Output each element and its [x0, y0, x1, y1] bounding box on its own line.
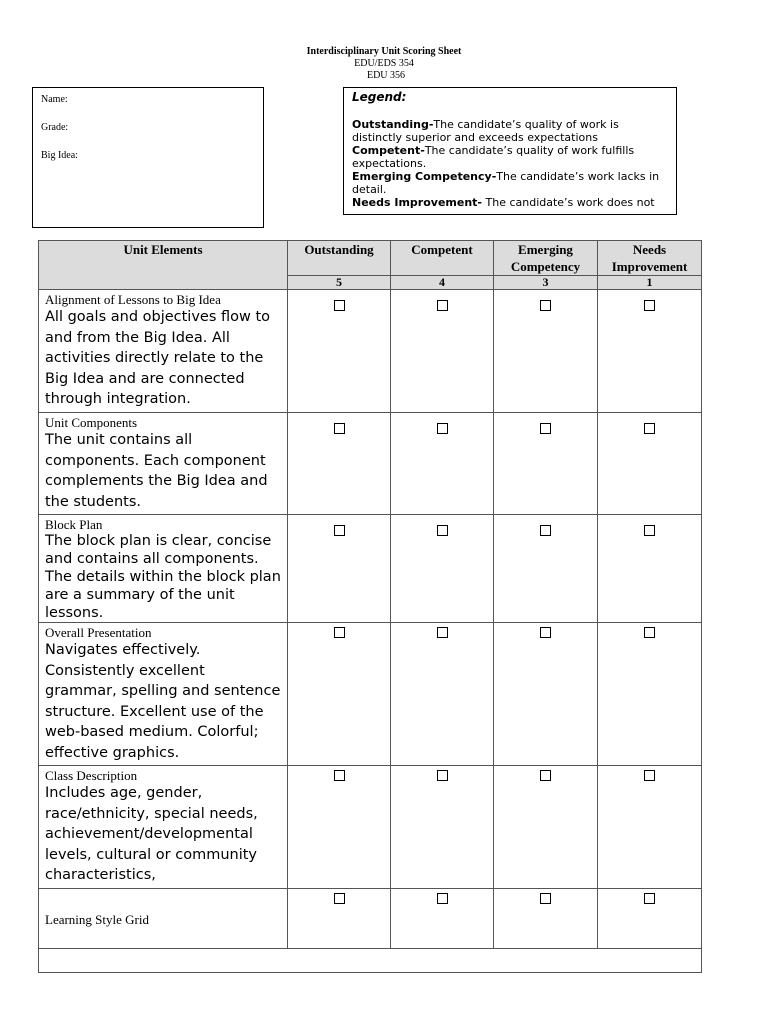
score-outstanding: 5 — [288, 276, 391, 290]
checkbox-emerging[interactable] — [540, 893, 551, 904]
legend-box — [343, 87, 677, 215]
element-description: Includes age, gender, race/ethnicity, special needs, achievement/developmental levels, cultural or community characteristics, — [45, 785, 258, 883]
checkbox-emerging[interactable] — [540, 770, 551, 781]
checkbox-cell — [288, 623, 391, 766]
checkbox-cell — [494, 290, 598, 413]
element-description: Navigates effectively. Consistently excellent grammar, spelling and sentence structure. Excellent use of the web-based medium. Colorful; effective graphics. — [45, 642, 281, 761]
candidate-info-box — [32, 87, 264, 228]
element-description: All goals and objectives flow to and from the Big Idea. All activities directly relate to the Big Idea and are connected through integration. — [45, 309, 271, 407]
element-cell — [39, 766, 288, 889]
legend-term: Emerging Competency- — [352, 170, 497, 183]
checkbox-competent[interactable] — [437, 770, 448, 781]
checkbox-cell — [288, 766, 391, 889]
checkbox-outstanding[interactable] — [334, 627, 345, 638]
big-idea-label: Big Idea: — [41, 150, 78, 161]
checkbox-competent[interactable] — [437, 627, 448, 638]
table-row — [39, 515, 702, 623]
legend-text: The candidate’s quality of work is distinctly superior and exceeds expectations — [352, 118, 619, 144]
header-unit-elements: Unit Elements — [39, 241, 288, 290]
element-title: Alignment of Lessons to Big Idea — [45, 292, 221, 307]
checkbox-cell — [288, 515, 391, 623]
checkbox-cell — [598, 515, 702, 623]
checkbox-needs-improvement[interactable] — [644, 525, 655, 536]
element-cell — [39, 623, 288, 766]
element-title: Block Plan — [45, 517, 103, 532]
checkbox-needs-improvement[interactable] — [644, 300, 655, 311]
checkbox-cell — [391, 413, 494, 515]
element-cell — [39, 413, 288, 515]
legend-term: Competent- — [352, 144, 425, 157]
checkbox-cell — [391, 889, 494, 949]
checkbox-outstanding[interactable] — [334, 770, 345, 781]
table-row — [39, 889, 702, 949]
blank-row — [39, 949, 702, 973]
table-row — [39, 623, 702, 766]
header-competent: Competent — [391, 241, 494, 276]
blank-cell — [39, 949, 702, 973]
element-title: Unit Components — [45, 415, 138, 430]
checkbox-cell — [598, 623, 702, 766]
grade-label: Grade: — [41, 122, 69, 133]
name-label: Name: — [41, 94, 68, 105]
checkbox-needs-improvement[interactable] — [644, 423, 655, 434]
checkbox-needs-improvement[interactable] — [644, 770, 655, 781]
table-row — [39, 290, 702, 413]
checkbox-needs-improvement[interactable] — [644, 627, 655, 638]
checkbox-cell — [391, 623, 494, 766]
legend-item-outstanding — [352, 118, 668, 144]
checkbox-cell — [391, 515, 494, 623]
checkbox-emerging[interactable] — [540, 627, 551, 638]
checkbox-cell — [288, 413, 391, 515]
table-row — [39, 766, 702, 889]
checkbox-emerging[interactable] — [540, 525, 551, 536]
element-title: Learning Style Grid — [45, 912, 149, 927]
legend-title: Legend: — [352, 90, 407, 104]
table-row — [39, 413, 702, 515]
element-cell — [39, 515, 288, 623]
checkbox-cell — [494, 766, 598, 889]
checkbox-competent[interactable] — [437, 423, 448, 434]
checkbox-cell — [494, 515, 598, 623]
checkbox-cell — [494, 623, 598, 766]
checkbox-cell — [598, 889, 702, 949]
checkbox-cell — [494, 413, 598, 515]
header-emerging-competency: Emerging Competency — [494, 241, 598, 276]
checkbox-outstanding[interactable] — [334, 300, 345, 311]
checkbox-emerging[interactable] — [540, 300, 551, 311]
header-row — [39, 241, 702, 276]
checkbox-competent[interactable] — [437, 525, 448, 536]
checkbox-cell — [494, 889, 598, 949]
element-description: The unit contains all components. Each component complements the Big Idea and the students. — [45, 432, 268, 510]
checkbox-outstanding[interactable] — [334, 525, 345, 536]
checkbox-cell — [288, 290, 391, 413]
checkbox-emerging[interactable] — [540, 423, 551, 434]
checkbox-cell — [391, 290, 494, 413]
legend-text: The candidate’s work lacks in detail. — [352, 170, 660, 196]
checkbox-cell — [598, 413, 702, 515]
checkbox-cell — [598, 766, 702, 889]
checkbox-competent[interactable] — [437, 300, 448, 311]
checkbox-cell — [391, 766, 494, 889]
header-needs-improvement: Needs Improvement — [598, 241, 702, 276]
document-title: Interdisciplinary Unit Scoring Sheet — [306, 46, 462, 57]
legend-text: The candidate’s quality of work fulfills expectations. — [352, 144, 635, 170]
header-outstanding: Outstanding — [288, 241, 391, 276]
document-header — [0, 46, 768, 82]
course-code-2: EDU 356 — [366, 70, 406, 81]
score-competent: 4 — [391, 276, 494, 290]
checkbox-outstanding[interactable] — [334, 423, 345, 434]
element-title: Class Description — [45, 768, 138, 783]
legend-term: Needs Improvement- — [352, 196, 482, 209]
score-emerging: 3 — [494, 276, 598, 290]
legend-item-needs-improvement — [352, 196, 668, 209]
legend-item-competent — [352, 144, 668, 170]
checkbox-needs-improvement[interactable] — [644, 893, 655, 904]
legend-item-emerging — [352, 170, 668, 196]
element-cell — [39, 889, 288, 949]
course-code-1: EDU/EDS 354 — [354, 58, 414, 69]
element-cell — [39, 290, 288, 413]
checkbox-outstanding[interactable] — [334, 893, 345, 904]
score-needs-improvement: 1 — [598, 276, 702, 290]
legend-text: The candidate’s work does not — [482, 196, 655, 209]
element-description: The block plan is clear, concise and contains all components. The details within the block plan are a summary of the unit lessons. — [45, 533, 281, 621]
checkbox-cell — [598, 290, 702, 413]
checkbox-competent[interactable] — [437, 893, 448, 904]
element-title: Overall Presentation — [45, 625, 152, 640]
checkbox-cell — [288, 889, 391, 949]
scoring-table — [38, 240, 702, 973]
legend-term: Outstanding- — [352, 118, 434, 131]
